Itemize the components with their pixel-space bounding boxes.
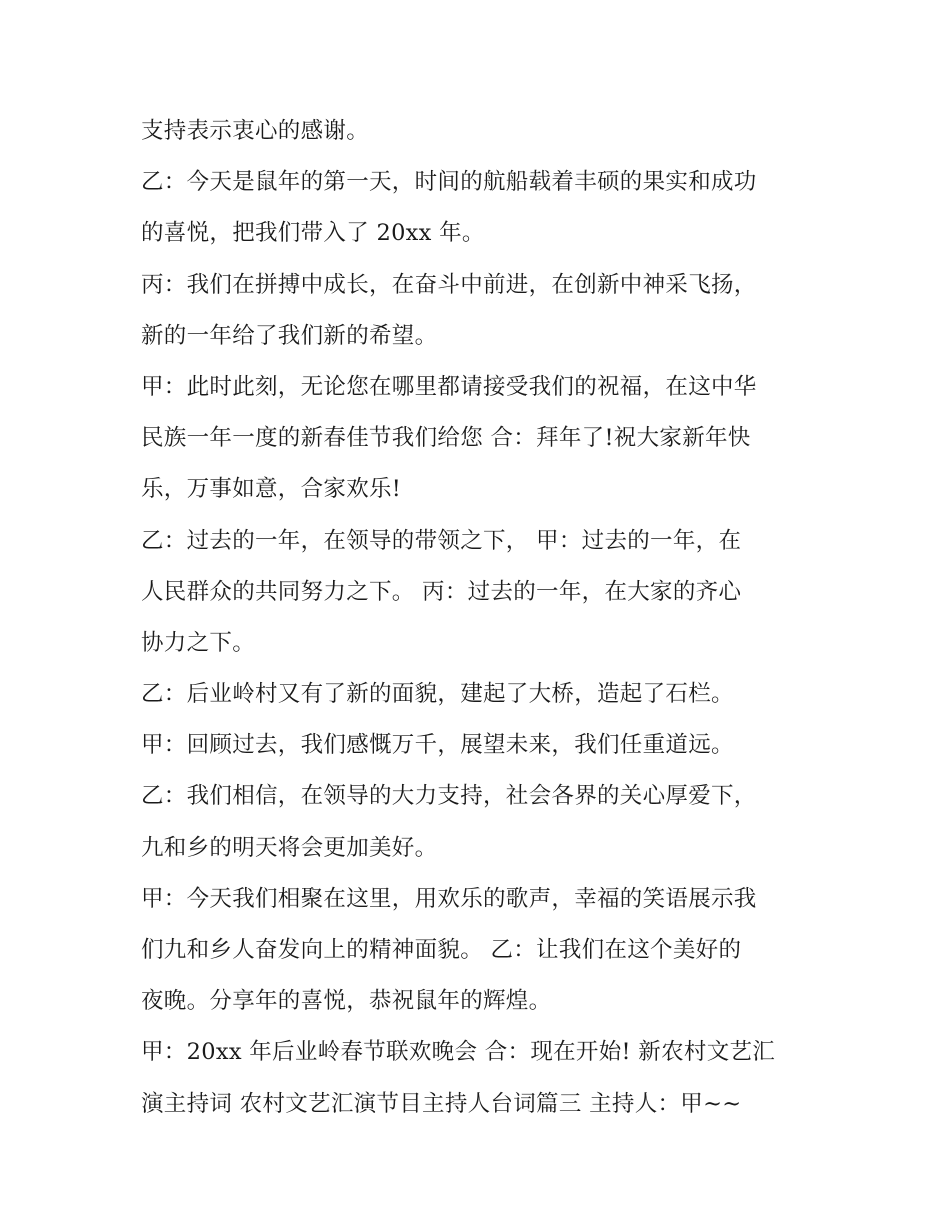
- text-line: 甲：此时此刻，无论您在哪里都请接受我们的祝福，在这中华: [141, 373, 757, 400]
- text-line: 甲：20xx 年后业岭春节联欢晚会 合：现在开始! 新农村文艺汇: [141, 1039, 776, 1066]
- text-line: 们九和乡人奋发向上的精神面貌。 乙：让我们在这个美好的: [141, 937, 742, 963]
- text-line: 民族一年一度的新春佳节我们给您 合：拜年了!祝大家新年快: [141, 425, 751, 452]
- text-line: 的喜悦，把我们带入了 20xx 年。: [141, 220, 485, 247]
- document-body: [141, 106, 821, 1130]
- text-line: 乙：后业岭村又有了新的面貌，建起了大桥，造起了石栏。: [141, 681, 734, 708]
- text-line: 丙：我们在拼搏中成长，在奋斗中前进，在创新中神采飞扬，: [141, 271, 757, 298]
- text-line: 协力之下。: [141, 629, 256, 656]
- text-line: 演主持词 农村文艺汇演节目主持人台词篇三 主持人：甲~~: [141, 1090, 742, 1117]
- text-line: 乙：过去的一年，在领导的带领之下， 甲：过去的一年，在: [141, 527, 742, 554]
- text-line: 甲：回顾过去，我们感慨万千，展望未来，我们任重道远。: [141, 732, 734, 759]
- text-line: 新的一年给了我们新的希望。: [141, 322, 438, 349]
- text-line: 夜晚。分享年的喜悦，恭祝鼠年的辉煌。: [141, 988, 552, 1015]
- text-line: 乙：今天是鼠年的第一天，时间的航船载着丰硕的果实和成功: [141, 169, 757, 196]
- text-line: 甲：今天我们相聚在这里，用欢乐的歌声，幸福的笑语展示我: [141, 885, 757, 912]
- text-line: 九和乡的明天将会更加美好。: [141, 834, 438, 861]
- text-line: 乐，万事如意，合家欢乐!: [141, 476, 402, 503]
- text-line: 人民群众的共同努力之下。 丙：过去的一年，在大家的齐心: [141, 578, 742, 605]
- text-line: 支持表示衷心的感谢。: [141, 118, 370, 144]
- text-line: 乙：我们相信，在领导的大力支持，社会各界的关心厚爱下，: [141, 783, 757, 810]
